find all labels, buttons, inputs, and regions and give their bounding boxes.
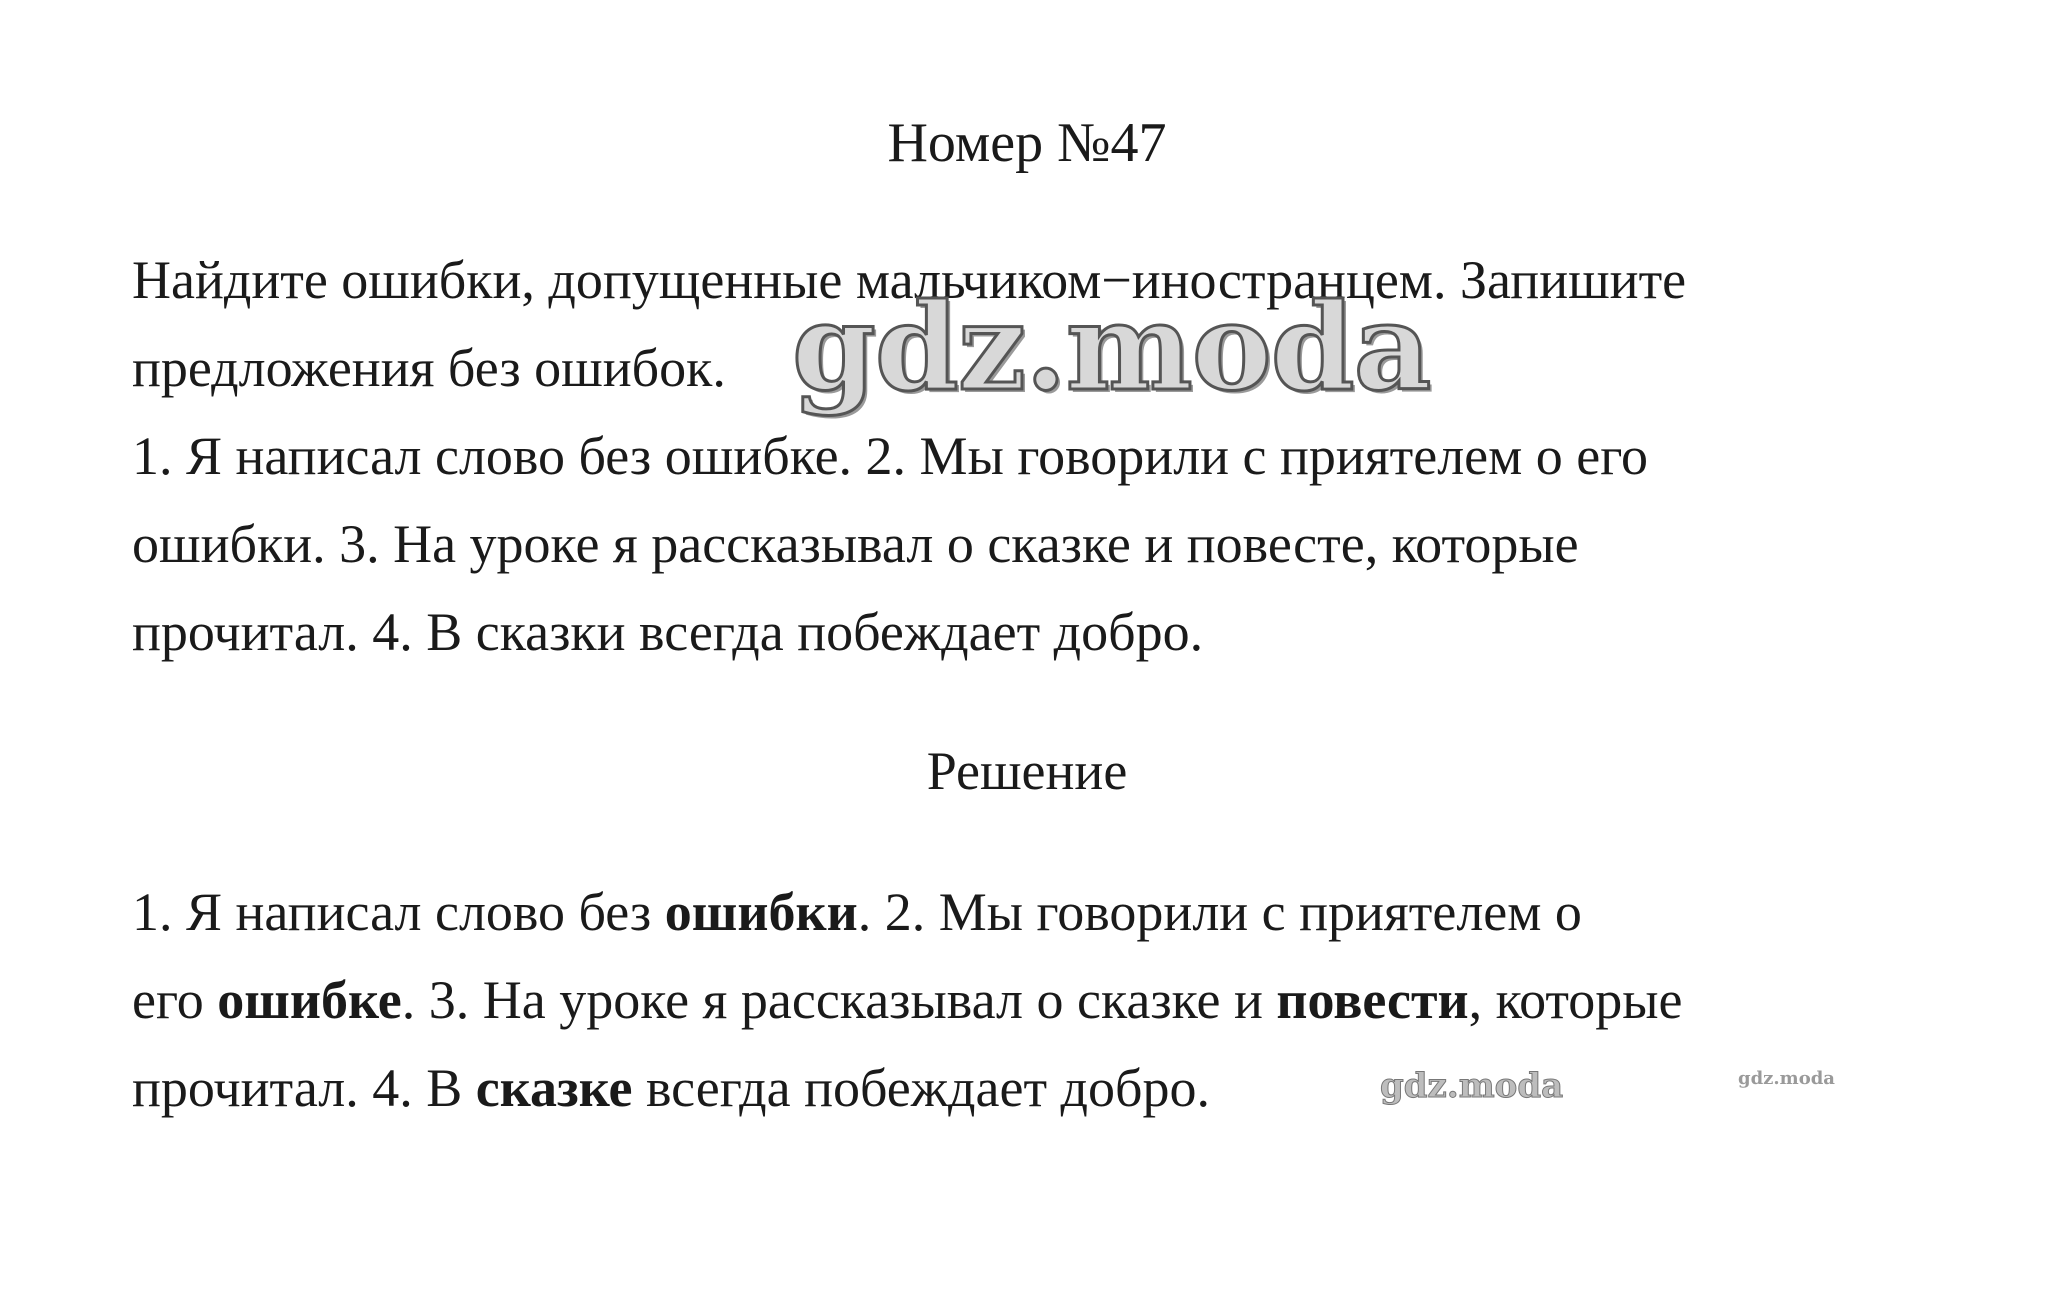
solution-heading: Решение xyxy=(926,741,1128,801)
solution-text-part: . 2. Мы говорили с приятелем о xyxy=(857,882,1582,942)
solution-text-part: . 3. На уроке я рассказывал о сказке и xyxy=(401,970,1277,1030)
solution-text-part: его xyxy=(132,970,218,1030)
solution-text-part: 1. Я написал слово без xyxy=(132,882,665,942)
task-line: Найдите ошибки, допущенные мальчиком−иностранцем. Запишите xyxy=(132,250,1687,310)
corrected-word: сказке xyxy=(475,1058,633,1118)
solution-text-part: прочитал. 4. В xyxy=(132,1058,476,1118)
solution-text-part: всегда побеждает добро. xyxy=(632,1058,1211,1118)
solution-line xyxy=(132,956,1932,1044)
solution-line xyxy=(132,1044,1932,1132)
task-line: ошибки. 3. На уроке я рассказывал о сказке и повесте, которые xyxy=(132,514,1579,574)
corrected-word: ошибки xyxy=(664,882,858,942)
solution-line xyxy=(132,868,1932,956)
solution-text-part: , которые xyxy=(1468,970,1683,1030)
task-line: прочитал. 4. В сказки всегда побеждает добро. xyxy=(132,602,1204,662)
task-line: предложения без ошибок. xyxy=(132,338,726,398)
solution-text xyxy=(132,868,1932,1132)
page-title: Номер №47 xyxy=(887,112,1167,174)
corrected-word: ошибке xyxy=(217,970,402,1030)
corrected-word: повести xyxy=(1276,970,1469,1030)
watermark-medium: gdz.moda xyxy=(1380,1066,1564,1106)
watermark-large: gdz.moda xyxy=(792,277,1431,418)
watermark-small: gdz.moda xyxy=(1738,1068,1835,1089)
task-line: 1. Я написал слово без ошибке. 2. Мы говорили с приятелем о его xyxy=(132,426,1649,486)
